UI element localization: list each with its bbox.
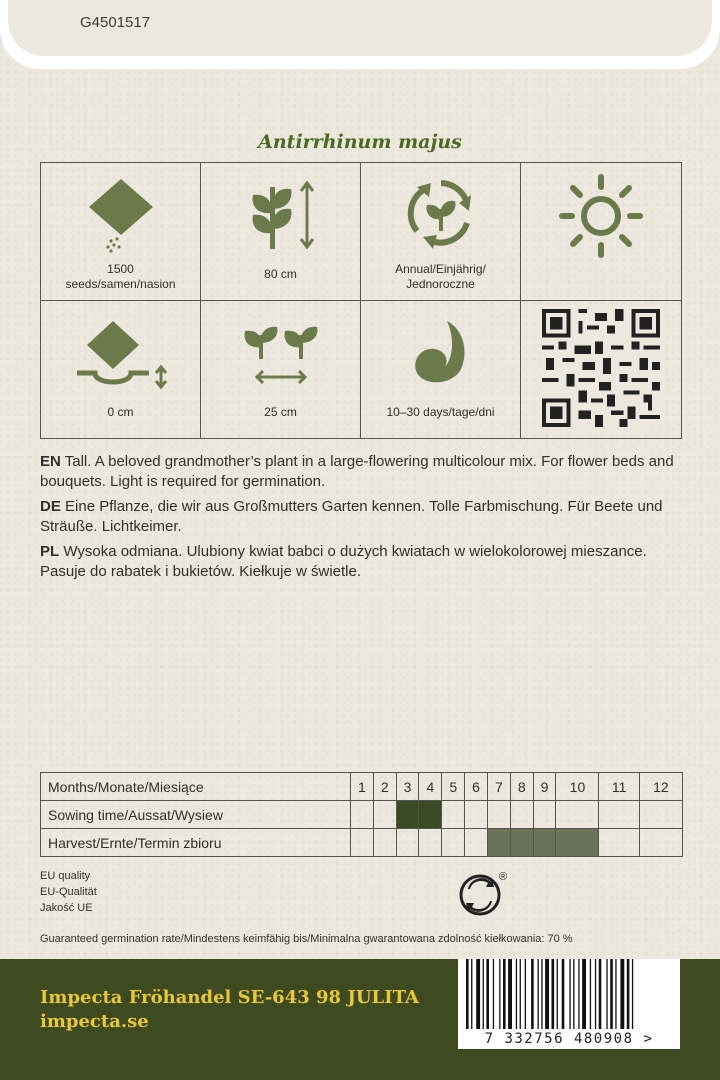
harvest-month-7: [487, 829, 510, 857]
month-12: 12: [639, 773, 682, 801]
plant-spacing-icon: [233, 311, 329, 391]
description: [40, 452, 680, 587]
months-label: Months/Monate/Miesiące: [41, 773, 351, 801]
month-11: 11: [599, 773, 639, 801]
eu-quality-en: EU quality: [40, 870, 91, 882]
sowing-month-12: [639, 801, 682, 829]
month-8: 8: [510, 773, 533, 801]
seed-packet-icon: [81, 173, 161, 253]
green-dot-recycling-icon: [458, 869, 508, 919]
sowing-month-6: [465, 801, 488, 829]
sowing-calendar: [40, 772, 683, 857]
annual-cycle-icon: [401, 173, 481, 253]
seed-count-cell: [41, 163, 201, 301]
harvest-month-5: [442, 829, 465, 857]
month-1: 1: [351, 773, 374, 801]
eu-quality-de: EU-Qualität: [40, 886, 97, 898]
plant-height-cell: [201, 163, 361, 301]
sowing-month-11: [599, 801, 639, 829]
seed-count-label: 1500 seeds/samen/nasion: [65, 261, 176, 291]
harvest-month-10: [556, 829, 599, 857]
germination-cell: [361, 301, 521, 439]
month-5: 5: [442, 773, 465, 801]
sowing-month-8: [510, 801, 533, 829]
barcode-bars: [464, 959, 674, 1029]
harvest-month-8: [510, 829, 533, 857]
sowing-month-5: [442, 801, 465, 829]
calendar-months-row: [41, 773, 683, 801]
sowing-depth-cell: [41, 301, 201, 439]
sun-cell: [521, 163, 681, 301]
barcode-digits: 7 332756 480908 >: [484, 1031, 654, 1047]
sowing-month-9: [533, 801, 556, 829]
calendar-sowing-row: [41, 801, 683, 829]
month-10: 10: [556, 773, 599, 801]
harvest-month-2: [373, 829, 396, 857]
harvest-label: Harvest/Ernte/Termin zbioru: [41, 829, 351, 857]
info-grid: [40, 162, 682, 439]
sowing-month-1: [351, 801, 374, 829]
species-name: Antirrhinum majus: [258, 131, 462, 153]
harvest-month-11: [599, 829, 639, 857]
qr-cell: [521, 301, 681, 439]
website-link[interactable]: impecta.se: [40, 1011, 149, 1032]
eu-quality-pl: Jakość UE: [40, 902, 93, 914]
harvest-month-12: [639, 829, 682, 857]
sun-icon: [556, 171, 646, 261]
sowing-depth-label: 0 cm: [107, 405, 134, 419]
harvest-month-4: [419, 829, 442, 857]
sowing-month-3: [396, 801, 419, 829]
germination-rate: Guaranteed germination rate/Mindestens keimfähig bis/Minimalna gwarantowana zdolność kiełkowania: 70 %: [40, 933, 573, 945]
month-4: 4: [419, 773, 442, 801]
month-3: 3: [396, 773, 419, 801]
packet-top-cutout: [0, 0, 720, 69]
plant-spacing-cell: [201, 301, 361, 439]
sowing-month-4: [419, 801, 442, 829]
germination-icon: [401, 311, 481, 391]
calendar-harvest-row: [41, 829, 683, 857]
sowing-month-2: [373, 801, 396, 829]
harvest-month-3: [396, 829, 419, 857]
plant-height-label: 80 cm: [264, 266, 297, 281]
qr-code-icon[interactable]: [540, 309, 662, 427]
plant-spacing-label: 25 cm: [264, 405, 297, 419]
plant-height-icon: [241, 173, 321, 253]
sowing-month-7: [487, 801, 510, 829]
annual-cell: [361, 163, 521, 301]
eu-quality: [40, 868, 97, 916]
description-en: EN Tall. A beloved grandmother’s plant in a large-flowering multicolour mix. For flower beds and bouquets. Light is required for germination.: [40, 453, 674, 490]
month-6: 6: [465, 773, 488, 801]
registered-mark: ®: [499, 871, 508, 883]
description-pl: PL Wysoka odmiana. Ulubiony kwiat babci o dużych kwiatach w wielokolorowej mieszance. Pasuje do rabatek i bukietów. Kiełkuje w świetle.: [40, 543, 647, 580]
harvest-month-6: [465, 829, 488, 857]
month-2: 2: [373, 773, 396, 801]
month-7: 7: [487, 773, 510, 801]
sowing-month-10: [556, 801, 599, 829]
germination-label: 10–30 days/tage/dni: [386, 405, 495, 419]
annual-label: Annual/Einjährig/ Jednoroczne: [395, 261, 486, 291]
sowing-label: Sowing time/Aussat/Wysiew: [41, 801, 351, 829]
description-de: DE Eine Pflanze, die wir aus Großmutters Garten kennen. Tolle Farbmischung. Für Beete und Sträuße. Lichtkeimer.: [40, 498, 663, 535]
harvest-month-1: [351, 829, 374, 857]
harvest-month-9: [533, 829, 556, 857]
sowing-depth-icon: [73, 311, 169, 391]
month-9: 9: [533, 773, 556, 801]
company-address: Impecta Fröhandel SE-643 98 JULITA: [40, 987, 419, 1008]
product-code: G4501517: [80, 14, 151, 31]
barcode: [458, 959, 680, 1049]
